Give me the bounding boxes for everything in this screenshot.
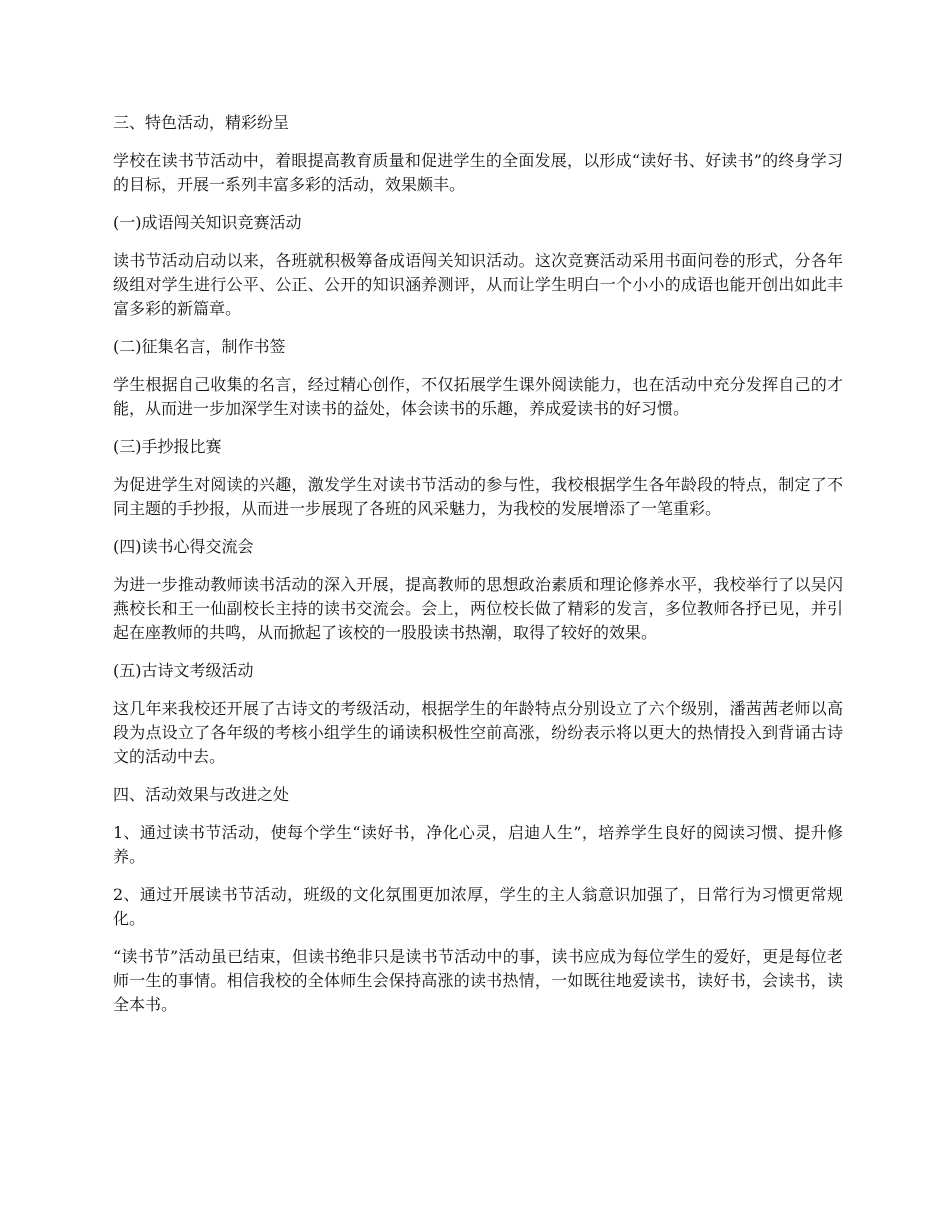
subsection-heading: (五)古诗文考级活动 — [113, 661, 254, 680]
paragraph: 为促进学生对阅读的兴趣，激发学生对读书节活动的参与性，我校根据学生各年龄段的特点，制定了不同主题的手抄报，从而进一步展现了各班的风采魅力，为我校的发展增添了一笔重彩。 — [113, 475, 843, 518]
paragraph: 读书节活动启动以来，各班就积极筹备成语闯关知识活动。这次竞赛活动采用书面问卷的形式，分各年级组对学生进行公平、公正、公开的知识涵养测评，从而让学生明白一个小小的成语也能开创出如此丰富多彩的新篇章。 — [113, 251, 843, 318]
paragraph: 2、通过开展读书节活动，班级的文化氛围更加浓厚，学生的主人翁意识加强了，日常行为习惯更常规化。 — [113, 885, 843, 928]
paragraph: “读书节”活动虽已结束，但读书绝非只是读书节活动中的事，读书应成为每位学生的爱好，更是每位老师一生的事情。相信我校的全体师生会保持高涨的读书热情，一如既往地爱读书，读好书，会读书，读全本书。 — [113, 947, 843, 1014]
subsection-heading: (四)读书心得交流会 — [113, 537, 254, 556]
paragraph: 学生根据自己收集的名言，经过精心创作，不仅拓展学生课外阅读能力，也在活动中充分发挥自己的才能，从而进一步加深学生对读书的益处，体会读书的乐趣，养成爱读书的好习惯。 — [113, 375, 843, 418]
subsection-heading: (二)征集名言，制作书签 — [113, 337, 286, 356]
paragraph: 1、通过读书节活动，使每个学生“读好书，净化心灵，启迪人生”，培养学生良好的阅读习惯、提升修养。 — [113, 823, 843, 866]
paragraph: 为进一步推动教师读书活动的深入开展，提高教师的思想政治素质和理论修养水平，我校举行了以吴闪燕校长和王一仙副校长主持的读书交流会。会上，两位校长做了精彩的发言，多位教师各抒已见，并引起在座教师的共鸣，从而掀起了该校的一股股读书热潮，取得了较好的效果。 — [113, 575, 843, 642]
section-heading: 三、特色活动，精彩纷呈 — [113, 113, 290, 132]
paragraph: 这几年来我校还开展了古诗文的考级活动，根据学生的年龄特点分别设立了六个级别，潘茜茜老师以高段为点设立了各年级的考核小组学生的诵读积极性空前高涨，纷纷表示将以更大的热情投入到背诵古诗文的活动中去。 — [113, 699, 843, 766]
document-body — [113, 111, 843, 1031]
subsection-heading: (一)成语闯关知识竞赛活动 — [113, 213, 302, 232]
section-heading: 四、活动效果与改进之处 — [113, 785, 290, 804]
paragraph: 学校在读书节活动中，着眼提高教育质量和促进学生的全面发展，以形成“读好书、好读书”的终身学习的目标，开展一系列丰富多彩的活动，效果颇丰。 — [113, 151, 843, 194]
subsection-heading: (三)手抄报比赛 — [113, 437, 222, 456]
